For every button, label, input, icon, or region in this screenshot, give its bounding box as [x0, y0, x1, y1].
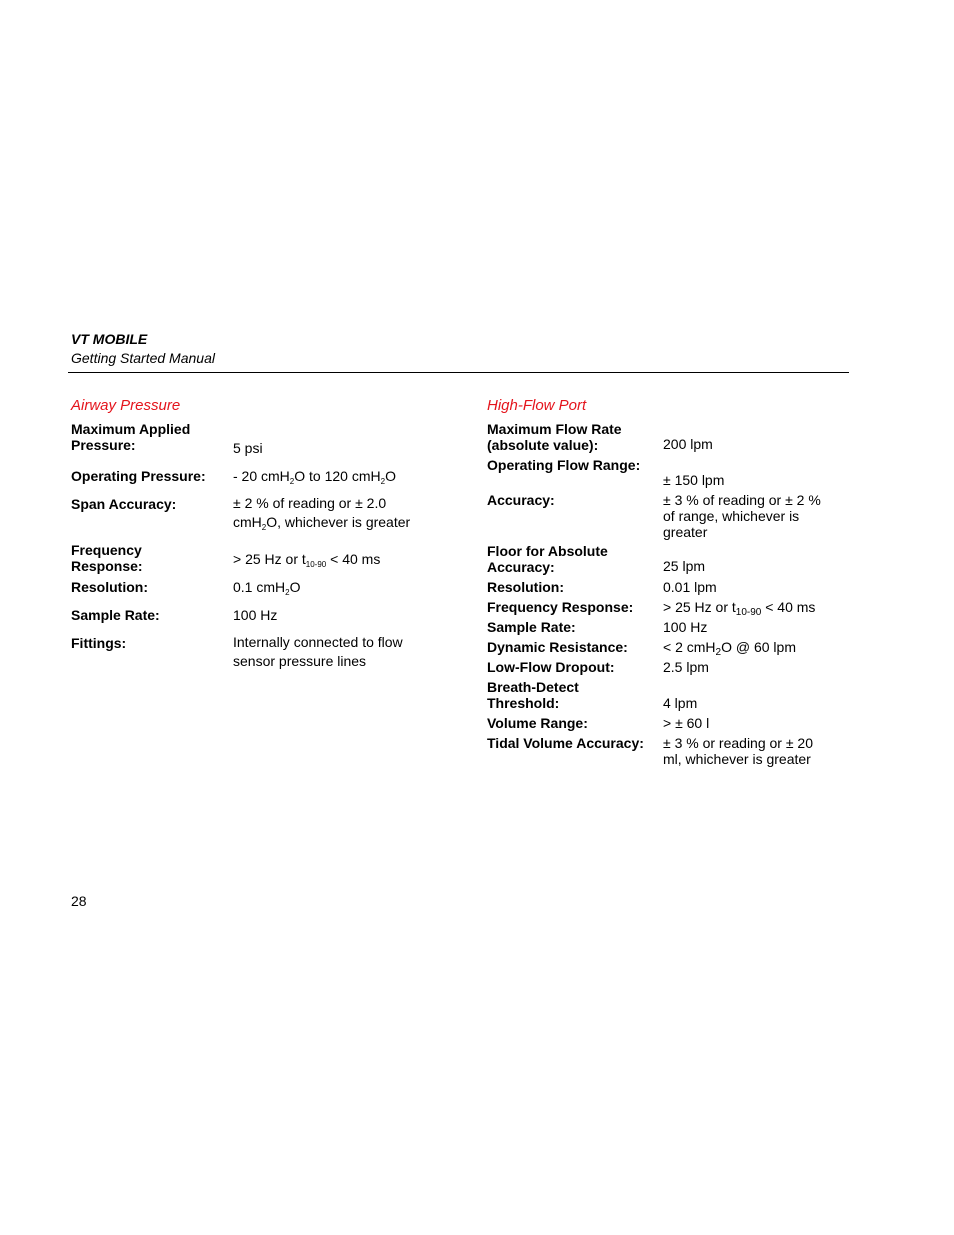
volume-range-label: Volume Range:	[487, 715, 588, 731]
floor-absolute-accuracy-label: Floor for Absolute Accuracy:	[487, 543, 608, 575]
airway-frequency-response-label: Frequency Response:	[71, 542, 143, 574]
tidal-volume-accuracy-label: Tidal Volume Accuracy:	[487, 735, 644, 751]
airway-sample-rate-label: Sample Rate:	[71, 607, 160, 623]
max-applied-pressure-value: 5 psi	[233, 440, 263, 456]
low-flow-dropout-label: Low-Flow Dropout:	[487, 659, 615, 675]
volume-range-value: > ± 60 l	[663, 715, 710, 731]
page-number: 28	[71, 893, 87, 909]
high-flow-resolution-label: Resolution:	[487, 579, 564, 595]
low-flow-dropout-value: 2.5 lpm	[663, 659, 709, 675]
high-flow-sample-rate-label: Sample Rate:	[487, 619, 576, 635]
max-flow-rate-value: 200 lpm	[663, 436, 713, 452]
high-flow-port-heading: High-Flow Port	[487, 397, 587, 414]
operating-pressure-label: Operating Pressure:	[71, 468, 206, 484]
high-flow-accuracy-value: ± 3 % of reading or ± 2 % of range, whichever is greater	[663, 492, 821, 540]
operating-pressure-value: - 20 cmH$_2$O to 120 cmH$_2$O	[233, 468, 396, 486]
manual-title: VT MOBILE	[71, 331, 148, 347]
operating-flow-range-label: Operating Flow Range:	[487, 457, 641, 473]
dynamic-resistance-value: < 2 cmH$_2$O @ 60 lpm	[663, 639, 796, 658]
airway-pressure-heading: Airway Pressure	[71, 397, 181, 414]
span-accuracy-label: Span Accuracy:	[71, 496, 177, 512]
floor-absolute-accuracy-value: 25 lpm	[663, 558, 706, 574]
breath-detect-threshold-label: Breath-Detect Threshold:	[487, 679, 579, 711]
airway-resolution-value: 0.1 cmH$_2$O	[233, 579, 301, 597]
breath-detect-threshold-value: 4 lpm	[663, 695, 698, 711]
high-flow-sample-rate-value: 100 Hz	[663, 619, 708, 635]
fittings-value: Internally connected to flow sensor pressure lines	[233, 634, 403, 669]
max-flow-rate-label: Maximum Flow Rate (absolute value):	[487, 421, 622, 453]
high-flow-resolution-value: 0.01 lpm	[663, 579, 717, 595]
high-flow-frequency-response-label: Frequency Response:	[487, 599, 634, 615]
high-flow-frequency-response-value: > 25 Hz or $t_{10-90} < 40$ ms	[663, 599, 816, 618]
airway-sample-rate-value: 100 Hz	[233, 607, 278, 623]
high-flow-accuracy-label: Accuracy:	[487, 492, 555, 508]
max-applied-pressure-label: Maximum Applied Pressure:	[71, 421, 191, 453]
airway-frequency-response-value: > 25 Hz or $t_{10-90} < 40$ ms	[233, 551, 381, 569]
dynamic-resistance-label: Dynamic Resistance:	[487, 639, 628, 655]
span-accuracy-value: ± 2 % of reading or ± 2.0 cmH$_2$O, whichever is greater	[233, 495, 411, 532]
airway-resolution-label: Resolution:	[71, 579, 148, 595]
operating-flow-range-value: ± 150 lpm	[663, 472, 725, 488]
manual-subtitle: Getting Started Manual	[71, 350, 215, 366]
tidal-volume-accuracy-value: ± 3 % or reading or ± 20 ml, whichever is greater	[663, 735, 814, 767]
header-rule	[68, 372, 849, 373]
fittings-label: Fittings:	[71, 635, 127, 651]
